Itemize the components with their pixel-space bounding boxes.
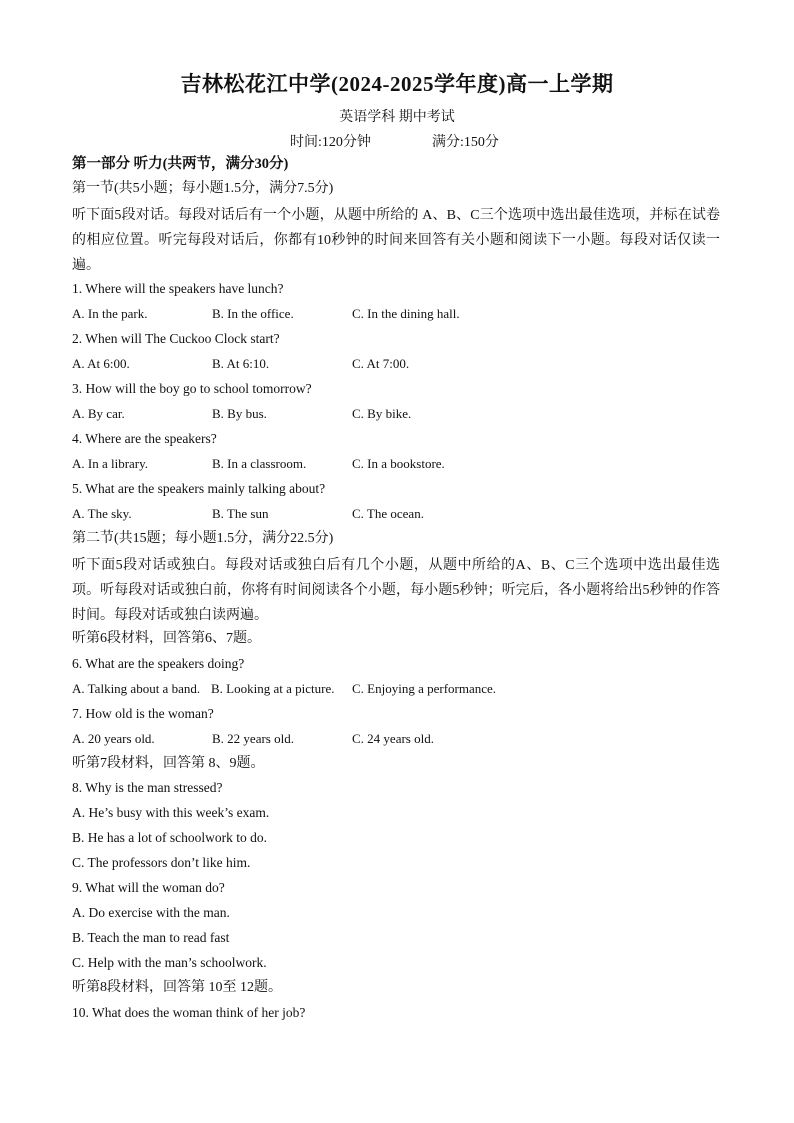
exam-subtitle: 英语学科 期中考试 xyxy=(339,110,455,125)
option-b: B. By bus. xyxy=(212,406,267,421)
question-6: 6. What are the speakers doing? xyxy=(72,656,245,671)
option-b: B. The sun xyxy=(212,506,269,521)
option-c: C. The ocean. xyxy=(352,506,424,521)
option-a: A. By car. xyxy=(72,406,125,421)
exam-title: 吉林松花江中学(2024-2025学年度)高一上学期 xyxy=(180,72,614,96)
question-9-option-c: C. Help with the man’s schoolwork. xyxy=(72,955,267,970)
section2-instruction: 听下面5段对话或独白。每段对话或独白后有几个小题，从题中所给的A、B、C三个选项中选出最佳选项。听每段对话或独白前，你将有时间阅读各个小题，每小题5秒钟；听完后，各小题将给出5秒钟的作答时间。每段对话或独白读两遍。 xyxy=(72,558,720,623)
question-10: 10. What does the woman think of her job? xyxy=(72,1005,306,1020)
question-8-option-a: A. He’s busy with this week’s exam. xyxy=(72,805,270,820)
part1-heading: 第一部分 听力(共两节，满分30分) xyxy=(72,156,289,172)
question-2: 2. When will The Cuckoo Clock start? xyxy=(72,331,280,346)
exam-score: 满分:150分 xyxy=(432,135,499,150)
question-9-option-a: A. Do exercise with the man. xyxy=(72,905,230,920)
section1-heading: 第一节(共5小题；每小题1.5分，满分7.5分) xyxy=(72,181,334,196)
section1-instruction: 听下面5段对话。每段对话后有一个小题，从题中所给的 A、B、C三个选项中选出最佳选项，并标在试卷的相应位置。听完每段对话后，你都有10秒钟的时间来回答有关小题和阅读下一小题。每段对话仅读一遍。 xyxy=(72,208,720,273)
option-a: A. Talking about a band. xyxy=(72,681,201,696)
question-5: 5. What are the speakers mainly talking about? xyxy=(72,481,326,496)
option-c: C. In the dining hall. xyxy=(352,306,460,321)
option-a: A. 20 years old. xyxy=(72,731,155,746)
question-4: 4. Where are the speakers? xyxy=(72,431,217,446)
option-b: B. In a classroom. xyxy=(212,456,307,471)
question-9-option-b: B. Teach the man to read fast xyxy=(72,930,230,945)
exam-time: 时间:120分钟 xyxy=(290,135,371,150)
option-b: B. At 6:10. xyxy=(212,356,270,371)
question-8-option-b: B. He has a lot of schoolwork to do. xyxy=(72,830,267,845)
option-a: A. The sky. xyxy=(72,506,132,521)
question-3: 3. How will the boy go to school tomorrow? xyxy=(72,381,312,396)
option-a: A. In a library. xyxy=(72,456,149,471)
material-7-note: 听第7段材料，回答第 8、9题。 xyxy=(72,756,265,771)
option-c: C. 24 years old. xyxy=(352,731,434,746)
option-b: B. In the office. xyxy=(212,306,294,321)
question-1: 1. Where will the speakers have lunch? xyxy=(72,281,284,296)
material-8-note: 听第8段材料，回答第 10至 12题。 xyxy=(72,980,282,995)
option-a: A. In the park. xyxy=(72,306,148,321)
question-8: 8. Why is the man stressed? xyxy=(72,780,223,795)
option-b: B. 22 years old. xyxy=(212,731,294,746)
option-c: C. At 7:00. xyxy=(352,356,410,371)
option-c: C. Enjoying a performance. xyxy=(352,681,497,696)
question-7: 7. How old is the woman? xyxy=(72,706,214,721)
option-c: C. In a bookstore. xyxy=(352,456,445,471)
question-8-option-c: C. The professors don’t like him. xyxy=(72,855,251,870)
section2-heading: 第二节(共15题；每小题1.5分，满分22.5分) xyxy=(72,531,334,546)
option-a: A. At 6:00. xyxy=(72,356,130,371)
option-c: C. By bike. xyxy=(352,406,412,421)
material-6-note: 听第6段材料，回答第6、7题。 xyxy=(72,631,261,646)
question-9: 9. What will the woman do? xyxy=(72,880,225,895)
option-b: B. Looking at a picture. xyxy=(211,681,335,696)
